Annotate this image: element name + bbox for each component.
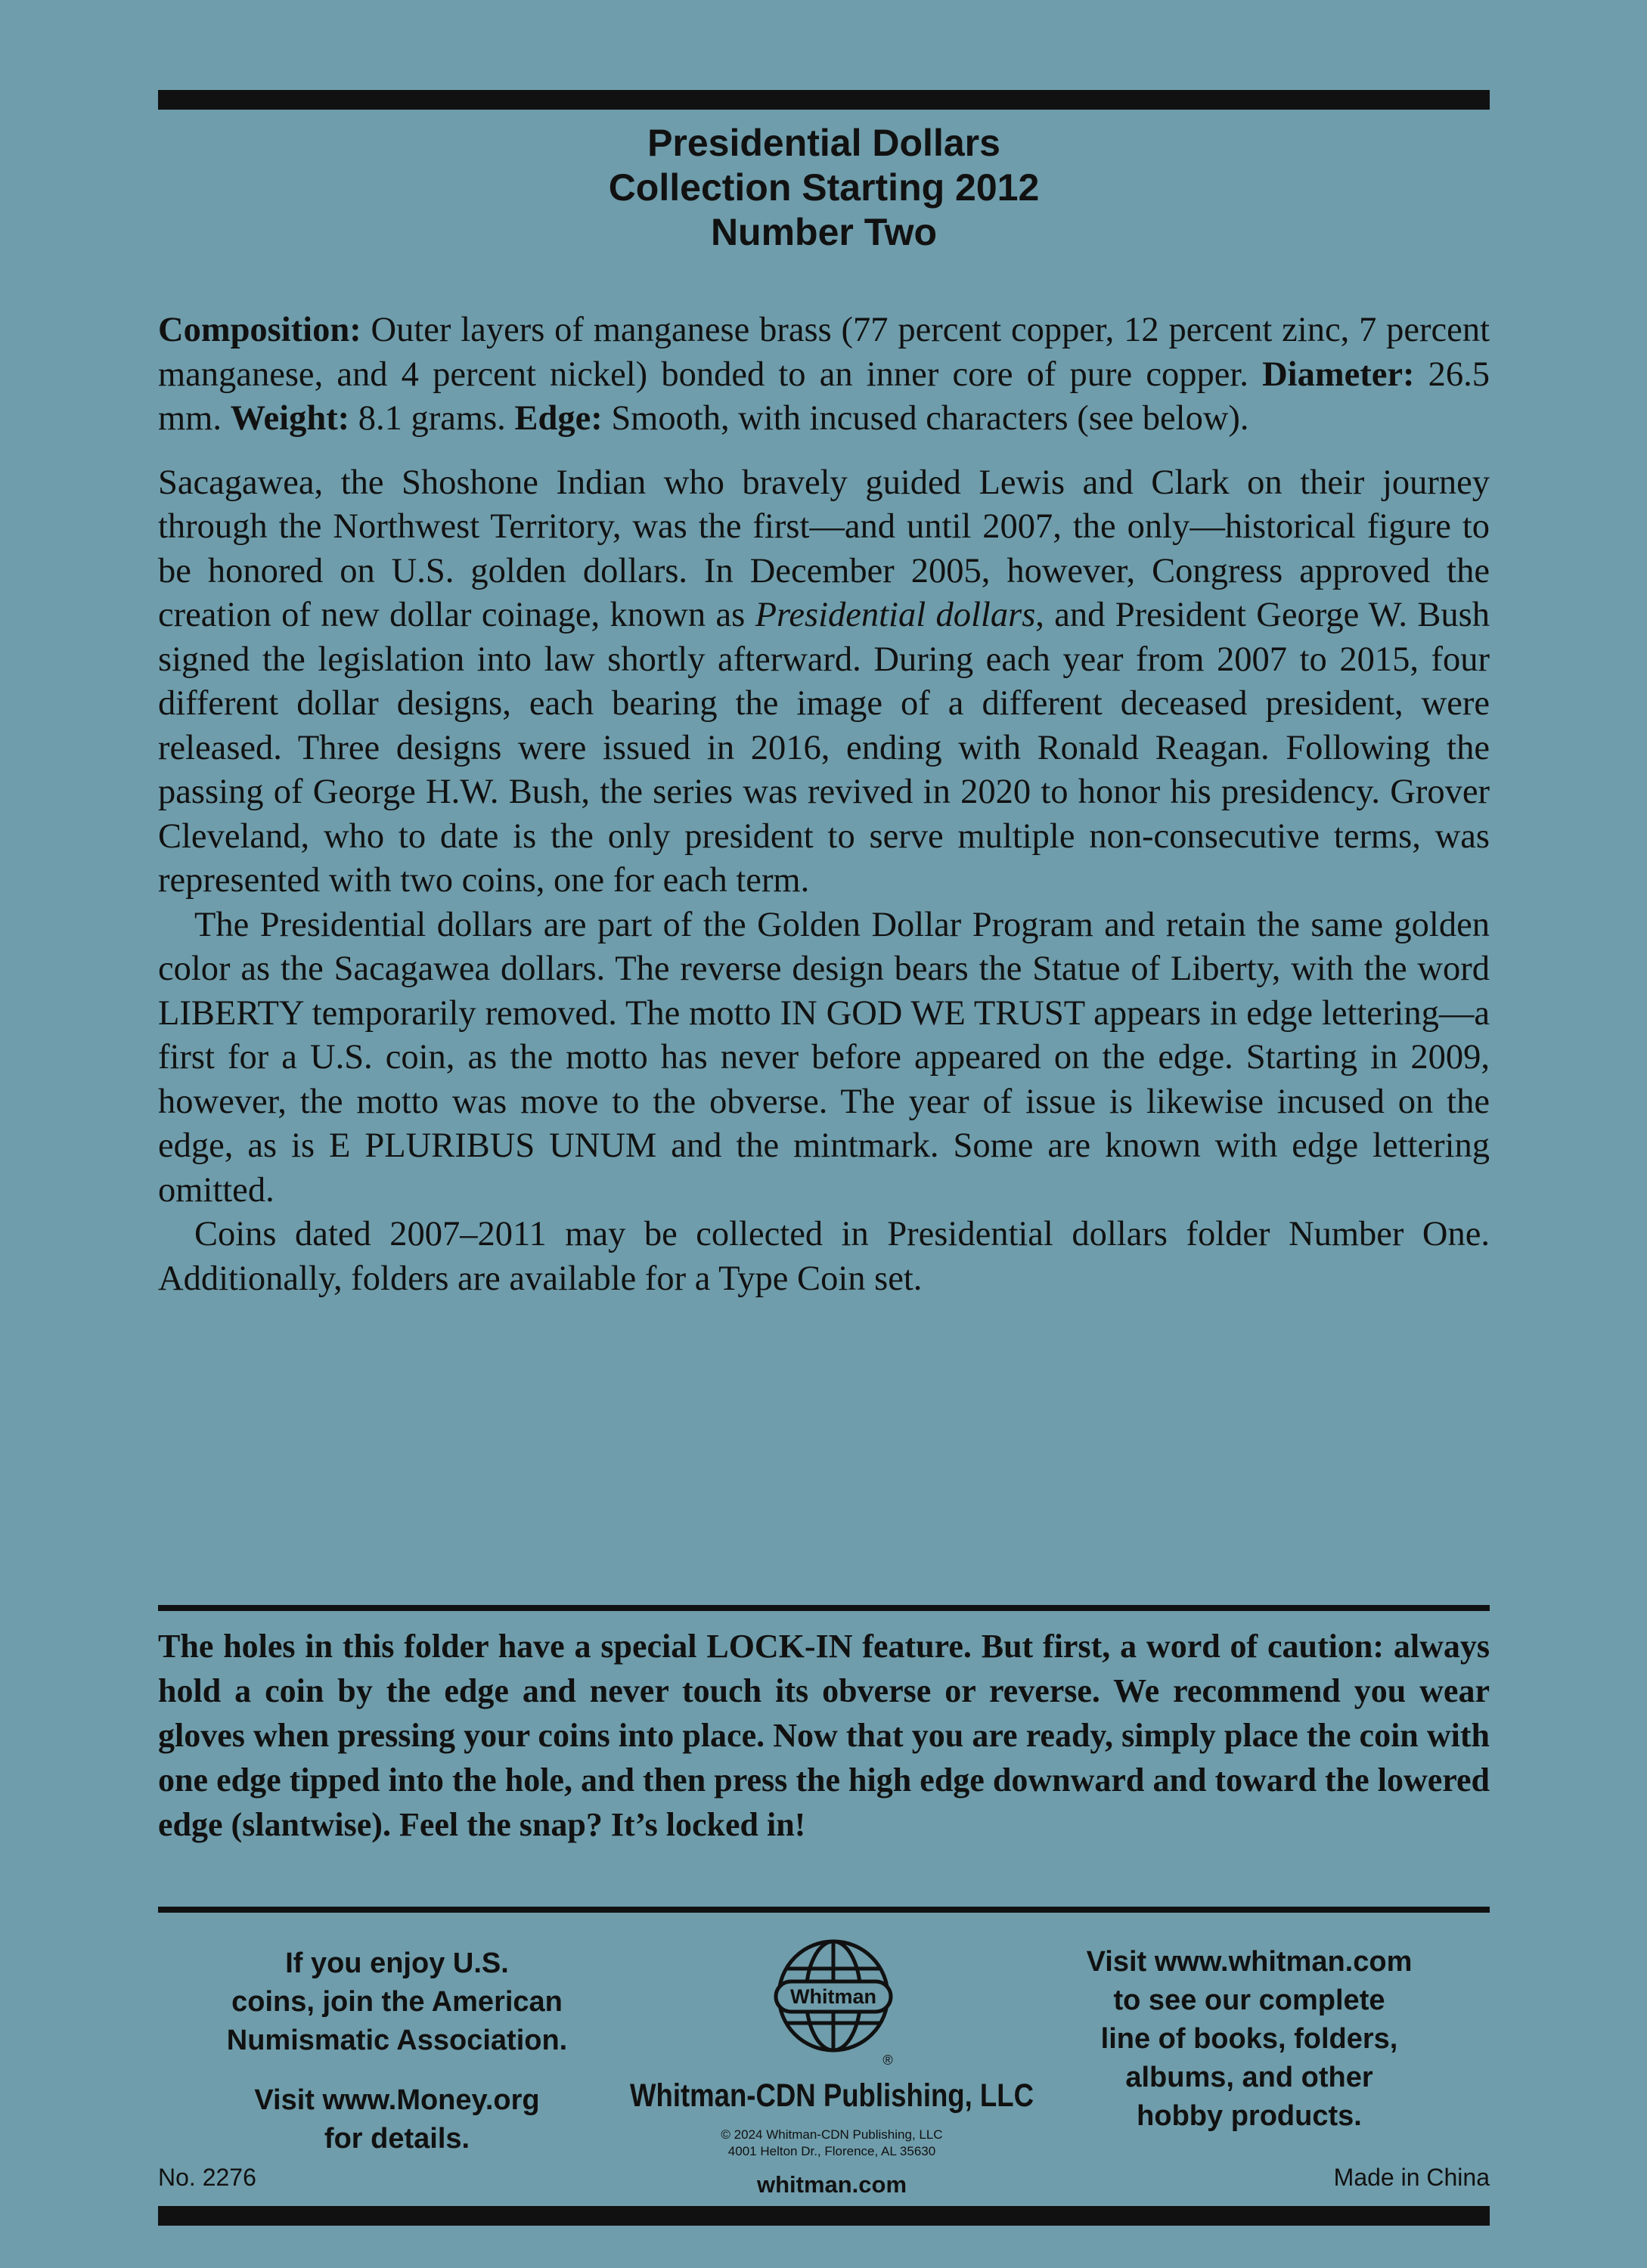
ana-line-3: Numismatic Association. [226,2025,568,2056]
composition-label: Composition: [158,311,361,349]
whitman-line-2: to see our complete [1113,1984,1385,2016]
page-title [158,121,1490,255]
catalog-number: No. 2276 [158,2164,256,2191]
lock-in-bottom-rule [158,1907,1490,1913]
lock-in-top-rule [158,1605,1490,1611]
whitman-line-1: Visit www.whitman.com [1086,1946,1413,1978]
weight-label: Weight: [230,399,350,438]
diameter-text: 26.5 mm. [158,355,1490,438]
ana-promo [170,1944,624,2158]
title-line-2: Collection Starting 2012 [608,166,1040,209]
top-rule [158,90,1490,110]
whitman-globe-logo [765,1932,901,2068]
ana-line-5: for details. [324,2123,470,2155]
history-p1-start: Sacagawea, the Shoshone Indian who bravely guided Lewis and Clark on their journey through the Northwest Territory, was the first—and until 2007, the only—historical figure to be honored on U.S. golden dollars. In December 2005, however, Congress approved the creation of new dollar coinage, known as [158,463,1490,634]
copyright-line: © 2024 Whitman-CDN Publishing, LLC [721,2127,943,2142]
country-of-origin: Made in China [1333,2164,1490,2191]
logo-wordmark: Whitman [790,1985,876,2008]
address-line: 4001 Helton Dr., Florence, AL 35630 [727,2144,936,2158]
edge-text: Smooth, with incused characters (see below). [611,399,1249,438]
history-paragraph-3: Coins dated 2007–2011 may be collected in Presidential dollars folder Number One. Additionally, folders are available for a Type Coin set. [158,1215,1490,1298]
history-paragraph-1 [158,461,1490,903]
ana-line-1: If you enjoy U.S. [285,1947,509,1979]
specs-paragraph [158,308,1490,442]
whitman-line-5: hobby products. [1137,2100,1362,2132]
whitman-line-4: albums, and other [1125,2062,1373,2093]
weight-text: 8.1 grams. [358,399,506,438]
registered-mark: ® [882,2053,893,2068]
edge-label: Edge: [514,399,603,438]
description [158,308,1490,1301]
bottom-rule [158,2206,1490,2226]
title-line-3: Number Two [710,211,938,253]
publisher-name: Whitman-CDN Publishing, LLC [630,2077,1034,2114]
ana-line-2: coins, join the American [231,1986,563,2018]
lock-in-instructions: The holes in this folder have a special LOCK-IN feature. But first, a word of caution: always hold a coin by the edge and never touch its obverse or reverse. We recommend you wear gloves when pressing your coins into place. Now that you are ready, simply place the coin with one edge tipped into the hole, and then press the high edge downward and toward the lowered edge (slantwise). Feel the snap? It’s locked in! [158,1628,1490,1843]
composition-text: Outer layers of manganese brass (77 percent copper, 12 percent zinc, 7 percent manganese, and 4 percent nickel) bonded to an inner core of pure copper. [158,311,1490,394]
ana-line-4: Visit www.Money.org [254,2084,540,2116]
whitman-line-3: line of books, folders, [1100,2023,1398,2055]
whitman-promo [1022,1943,1476,2136]
history-paragraph-2: The Presidential dollars are part of the Golden Dollar Program and retain the same golden color as the Sacagawea dollars. The reverse design bears the Statue of Liberty, with the word LIBERTY temporarily removed. The motto IN GOD WE TRUST appears in edge lettering—a first for a U.S. coin, as the motto has never before appeared on the edge. Starting in 2009, however, the motto was move to the obverse. The year of issue is likewise incused on the edge, as is E PLURIBUS UNUM and the mintmark. Some are known with edge lettering omitted. [158,905,1490,1210]
diameter-label: Diameter: [1262,355,1415,394]
history-p1-italic: Presidential dollars [755,596,1036,634]
publisher-website: whitman.com [756,2171,907,2198]
title-line-1: Presidential Dollars [647,122,1000,164]
history-p1-end: , and President George W. Bush signed the legislation into law shortly afterward. During each year from 2007 to 2015, four different dollar designs, each bearing the image of a different deceased president, were released. Three designs were issued in 2016, ending with Ronald Reagan. Following the passing of George H.W. Bush, the series was revived in 2020 to honor his presidency. Grover Cleveland, who to date is the only president to serve multiple non-consecutive terms, was represented with two coins, one for each term. [158,596,1490,900]
